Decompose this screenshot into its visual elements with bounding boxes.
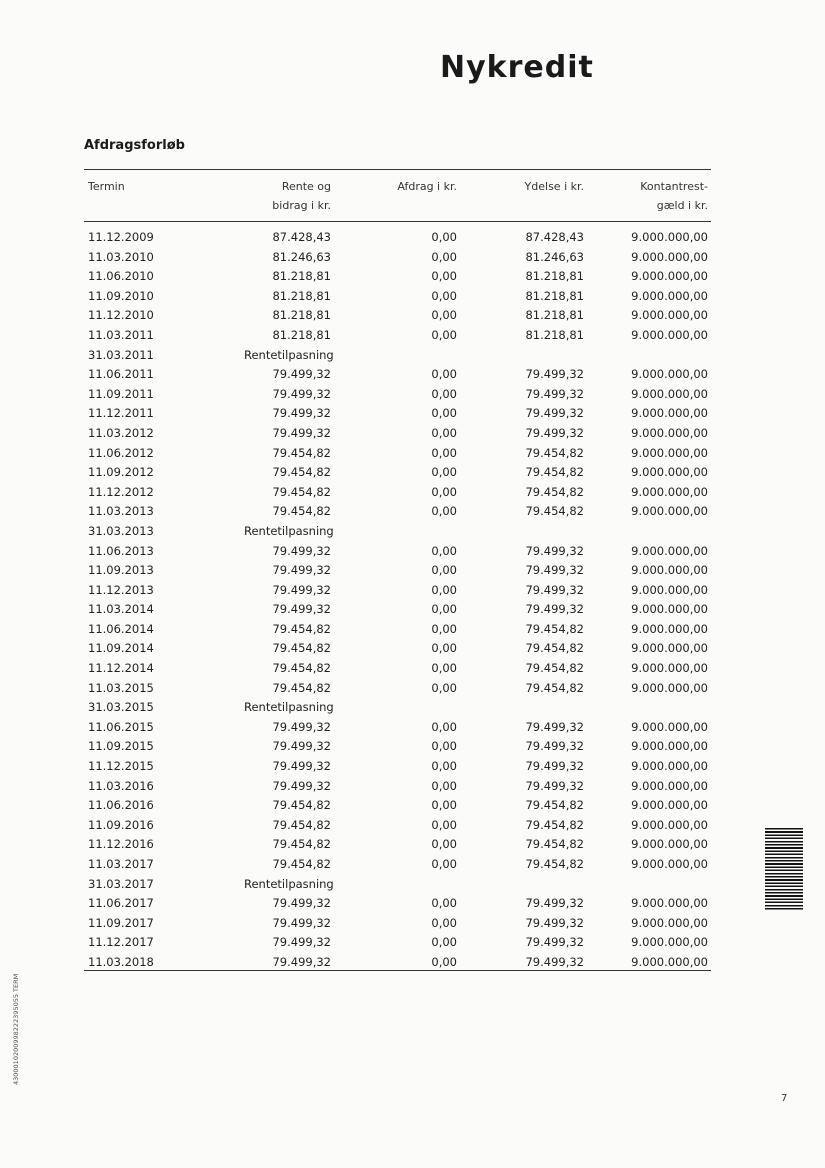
row-rente: 79.499,32 [272,739,331,754]
row-rente: 79.499,32 [272,915,331,930]
row-ydelse: 79.454,82 [525,857,584,871]
row-ydelse: 79.499,32 [525,543,584,558]
row-restgaeld: 9.000.000,00 [631,406,708,421]
row-ydelse: 79.499,32 [525,896,584,911]
table-row [0,484,825,504]
row-afdrag: 0,00 [431,621,457,636]
row-date: 31.03.2017 [88,876,154,891]
row-afdrag: 0,00 [431,445,457,460]
row-date: 11.06.2010 [88,269,154,284]
table-top-rule [84,169,711,170]
row-restgaeld: 9.000.000,00 [631,425,708,440]
row-date: 11.03.2013 [88,504,154,519]
table-row [0,523,825,543]
row-rente: 79.499,32 [272,935,331,950]
header-rente [200,177,331,215]
row-date: 11.09.2013 [88,563,154,578]
table-row [0,797,825,817]
row-note: Rentetilpasning [244,523,334,538]
row-date: 11.09.2017 [88,915,154,930]
row-afdrag: 0,00 [431,837,457,852]
row-ydelse: 79.499,32 [525,739,584,754]
row-restgaeld: 9.000.000,00 [631,719,708,734]
row-restgaeld: 9.000.000,00 [631,308,708,323]
table-row [0,503,825,523]
row-ydelse: 79.454,82 [525,680,584,695]
row-rente: 79.499,32 [272,386,331,401]
row-afdrag: 0,00 [431,327,457,342]
table-row [0,445,825,465]
row-ydelse: 79.499,32 [525,602,584,617]
table-body [0,229,825,974]
table-row [0,660,825,680]
section-title: Afdragsforløb [84,138,185,153]
row-ydelse: 79.454,82 [525,465,584,480]
header-restgaeld-line2: gæld i kr. [656,199,708,212]
row-restgaeld: 9.000.000,00 [631,327,708,342]
row-date: 11.06.2016 [88,798,154,813]
row-ydelse: 79.499,32 [525,582,584,597]
row-date: 31.03.2013 [88,523,154,538]
row-afdrag: 0,00 [431,719,457,734]
row-ydelse: 79.499,32 [525,719,584,734]
row-rente: 79.499,32 [272,602,331,617]
table-row [0,425,825,445]
table-row [0,366,825,386]
row-restgaeld: 9.000.000,00 [631,759,708,774]
table-row [0,307,825,327]
row-ydelse: 79.499,32 [525,367,584,382]
table-row [0,464,825,484]
table-row [0,915,825,935]
row-restgaeld: 9.000.000,00 [631,563,708,578]
row-rente: 79.454,82 [272,798,331,813]
row-ydelse: 81.218,81 [525,308,584,323]
row-date: 11.09.2016 [88,817,154,832]
row-date: 11.03.2014 [88,602,154,617]
row-date: 11.09.2012 [88,465,154,480]
row-date: 11.06.2013 [88,543,154,558]
table-row [0,621,825,641]
row-ydelse: 79.454,82 [525,484,584,499]
row-afdrag: 0,00 [431,817,457,832]
row-rente: 81.218,81 [272,269,331,284]
row-restgaeld: 9.000.000,00 [631,269,708,284]
row-ydelse: 79.454,82 [525,798,584,813]
row-date: 11.09.2011 [88,386,154,401]
table-row [0,699,825,719]
row-restgaeld: 9.000.000,00 [631,661,708,676]
row-restgaeld: 9.000.000,00 [631,954,708,969]
row-afdrag: 0,00 [431,249,457,264]
row-restgaeld: 9.000.000,00 [631,817,708,832]
table-row [0,895,825,915]
row-date: 11.03.2015 [88,680,154,695]
row-restgaeld: 9.000.000,00 [631,445,708,460]
row-afdrag: 0,00 [431,406,457,421]
row-ydelse: 79.454,82 [525,661,584,676]
row-restgaeld: 9.000.000,00 [631,896,708,911]
row-ydelse: 79.454,82 [525,504,584,519]
row-ydelse: 79.499,32 [525,778,584,793]
row-rente: 81.218,81 [272,327,331,342]
table-row [0,229,825,249]
row-ydelse: 79.499,32 [525,563,584,578]
table-row [0,386,825,406]
row-rente: 79.454,82 [272,465,331,480]
header-restgaeld-line1: Kontantrest- [640,180,708,193]
row-date: 11.12.2010 [88,308,154,323]
header-ydelse-label: Ydelse i kr. [524,180,584,193]
row-ydelse: 79.499,32 [525,425,584,440]
row-rente: 79.499,32 [272,406,331,421]
row-restgaeld: 9.000.000,00 [631,935,708,950]
row-afdrag: 0,00 [431,661,457,676]
row-afdrag: 0,00 [431,602,457,617]
row-ydelse: 79.454,82 [525,837,584,852]
row-date: 11.09.2015 [88,739,154,754]
row-rente: 79.454,82 [272,504,331,519]
table-row [0,347,825,367]
table-row [0,719,825,739]
table-row [0,758,825,778]
row-restgaeld: 9.000.000,00 [631,621,708,636]
header-termin [88,177,125,196]
row-rente: 79.454,82 [272,817,331,832]
header-restgaeld [600,177,708,215]
row-date: 11.09.2014 [88,641,154,656]
table-row [0,601,825,621]
table-row [0,582,825,602]
row-restgaeld: 9.000.000,00 [631,641,708,656]
table-row [0,288,825,308]
row-ydelse: 81.218,81 [525,288,584,303]
row-date: 11.12.2015 [88,759,154,774]
row-rente: 79.499,32 [272,778,331,793]
nykredit-logo: Nykredit [440,50,594,85]
table-row [0,543,825,563]
row-afdrag: 0,00 [431,269,457,284]
row-date: 11.12.2012 [88,484,154,499]
row-afdrag: 0,00 [431,288,457,303]
row-date: 11.03.2016 [88,778,154,793]
table-row [0,856,825,876]
row-ydelse: 79.454,82 [525,817,584,832]
row-ydelse: 79.499,32 [525,935,584,950]
row-date: 11.12.2014 [88,661,154,676]
row-restgaeld: 9.000.000,00 [631,367,708,382]
row-restgaeld: 9.000.000,00 [631,288,708,303]
row-afdrag: 0,00 [431,915,457,930]
row-restgaeld: 9.000.000,00 [631,230,708,244]
row-afdrag: 0,00 [431,425,457,440]
row-date: 11.12.2016 [88,837,154,852]
row-ydelse: 79.499,32 [525,386,584,401]
row-afdrag: 0,00 [431,935,457,950]
row-afdrag: 0,00 [431,367,457,382]
table-row [0,817,825,837]
row-rente: 79.454,82 [272,661,331,676]
row-ydelse: 79.499,32 [525,406,584,421]
row-restgaeld: 9.000.000,00 [631,915,708,930]
row-rente: 79.499,32 [272,543,331,558]
row-note: Rentetilpasning [244,347,334,362]
row-rente: 79.454,82 [272,484,331,499]
row-note: Rentetilpasning [244,876,334,891]
row-rente: 79.454,82 [272,621,331,636]
row-restgaeld: 9.000.000,00 [631,602,708,617]
row-restgaeld: 9.000.000,00 [631,504,708,519]
table-row [0,836,825,856]
row-afdrag: 0,00 [431,896,457,911]
row-date: 11.09.2010 [88,288,154,303]
page-number: 7 [781,1093,788,1104]
row-rente: 79.499,32 [272,954,331,969]
row-afdrag: 0,00 [431,563,457,578]
row-ydelse: 79.454,82 [525,621,584,636]
row-date: 11.03.2010 [88,249,154,264]
row-restgaeld: 9.000.000,00 [631,778,708,793]
table-header-rule [84,221,711,222]
table-row [0,249,825,269]
row-note: Rentetilpasning [244,700,334,715]
row-rente: 81.218,81 [272,288,331,303]
row-restgaeld: 9.000.000,00 [631,798,708,813]
row-restgaeld: 9.000.000,00 [631,249,708,264]
row-afdrag: 0,00 [431,798,457,813]
row-restgaeld: 9.000.000,00 [631,837,708,852]
table-row [0,738,825,758]
row-rente: 81.246,63 [272,249,331,264]
table-row [0,778,825,798]
row-afdrag: 0,00 [431,641,457,656]
header-afdrag-label: Afdrag i kr. [397,180,457,193]
row-ydelse: 81.218,81 [525,269,584,284]
row-ydelse: 79.454,82 [525,641,584,656]
row-restgaeld: 9.000.000,00 [631,739,708,754]
row-restgaeld: 9.000.000,00 [631,386,708,401]
row-ydelse: 81.246,63 [525,249,584,264]
row-rente: 79.499,32 [272,563,331,578]
row-date: 11.12.2011 [88,406,154,421]
row-afdrag: 0,00 [431,582,457,597]
row-afdrag: 0,00 [431,465,457,480]
row-afdrag: 0,00 [431,857,457,871]
row-afdrag: 0,00 [431,739,457,754]
table-row [0,876,825,896]
row-rente: 79.454,82 [272,857,331,871]
row-date: 11.06.2015 [88,719,154,734]
header-ydelse [480,177,584,196]
row-date: 11.03.2012 [88,425,154,440]
row-restgaeld: 9.000.000,00 [631,680,708,695]
row-date: 11.03.2018 [88,954,154,969]
row-afdrag: 0,00 [431,778,457,793]
table-row [0,327,825,347]
row-restgaeld: 9.000.000,00 [631,857,708,871]
row-rente: 81.218,81 [272,308,331,323]
row-ydelse: 79.499,32 [525,954,584,969]
row-date: 11.06.2014 [88,621,154,636]
row-date: 11.12.2009 [88,230,154,244]
row-date: 11.12.2017 [88,935,154,950]
table-row [0,640,825,660]
row-date: 11.03.2017 [88,857,154,871]
row-rente: 87.428,43 [272,230,331,244]
row-ydelse: 79.499,32 [525,915,584,930]
row-rente: 79.454,82 [272,680,331,695]
row-afdrag: 0,00 [431,954,457,969]
row-date: 11.06.2012 [88,445,154,460]
row-rente: 79.499,32 [272,367,331,382]
side-document-code: 4300010200998222395055 TERM [12,973,20,1085]
table-row [0,405,825,425]
table-row [0,268,825,288]
header-afdrag [360,177,457,196]
row-rente: 79.454,82 [272,837,331,852]
row-ydelse: 79.499,32 [525,759,584,774]
row-date: 11.06.2011 [88,367,154,382]
row-afdrag: 0,00 [431,504,457,519]
row-date: 31.03.2015 [88,700,154,715]
header-termin-label: Termin [88,180,125,193]
row-afdrag: 0,00 [431,759,457,774]
row-rente: 79.499,32 [272,582,331,597]
row-restgaeld: 9.000.000,00 [631,484,708,499]
row-restgaeld: 9.000.000,00 [631,543,708,558]
barcode-image [765,828,803,910]
row-afdrag: 0,00 [431,386,457,401]
row-rente: 79.499,32 [272,719,331,734]
row-rente: 79.499,32 [272,896,331,911]
row-date: 11.03.2011 [88,327,154,342]
row-ydelse: 79.454,82 [525,445,584,460]
row-rente: 79.454,82 [272,641,331,656]
table-row [0,680,825,700]
row-ydelse: 87.428,43 [525,230,584,244]
table-row [0,934,825,954]
row-date: 31.03.2011 [88,347,154,362]
row-afdrag: 0,00 [431,484,457,499]
row-date: 11.06.2017 [88,896,154,911]
row-rente: 79.499,32 [272,425,331,440]
row-afdrag: 0,00 [431,308,457,323]
row-afdrag: 0,00 [431,680,457,695]
header-rente-line2: bidrag i kr. [272,199,331,212]
table-bottom-rule [84,970,711,971]
header-rente-line1: Rente og [281,180,331,193]
row-restgaeld: 9.000.000,00 [631,582,708,597]
row-rente: 79.454,82 [272,445,331,460]
table-row [0,562,825,582]
row-afdrag: 0,00 [431,543,457,558]
row-ydelse: 81.218,81 [525,327,584,342]
row-rente: 79.499,32 [272,759,331,774]
row-restgaeld: 9.000.000,00 [631,465,708,480]
row-date: 11.12.2013 [88,582,154,597]
row-afdrag: 0,00 [431,230,457,244]
